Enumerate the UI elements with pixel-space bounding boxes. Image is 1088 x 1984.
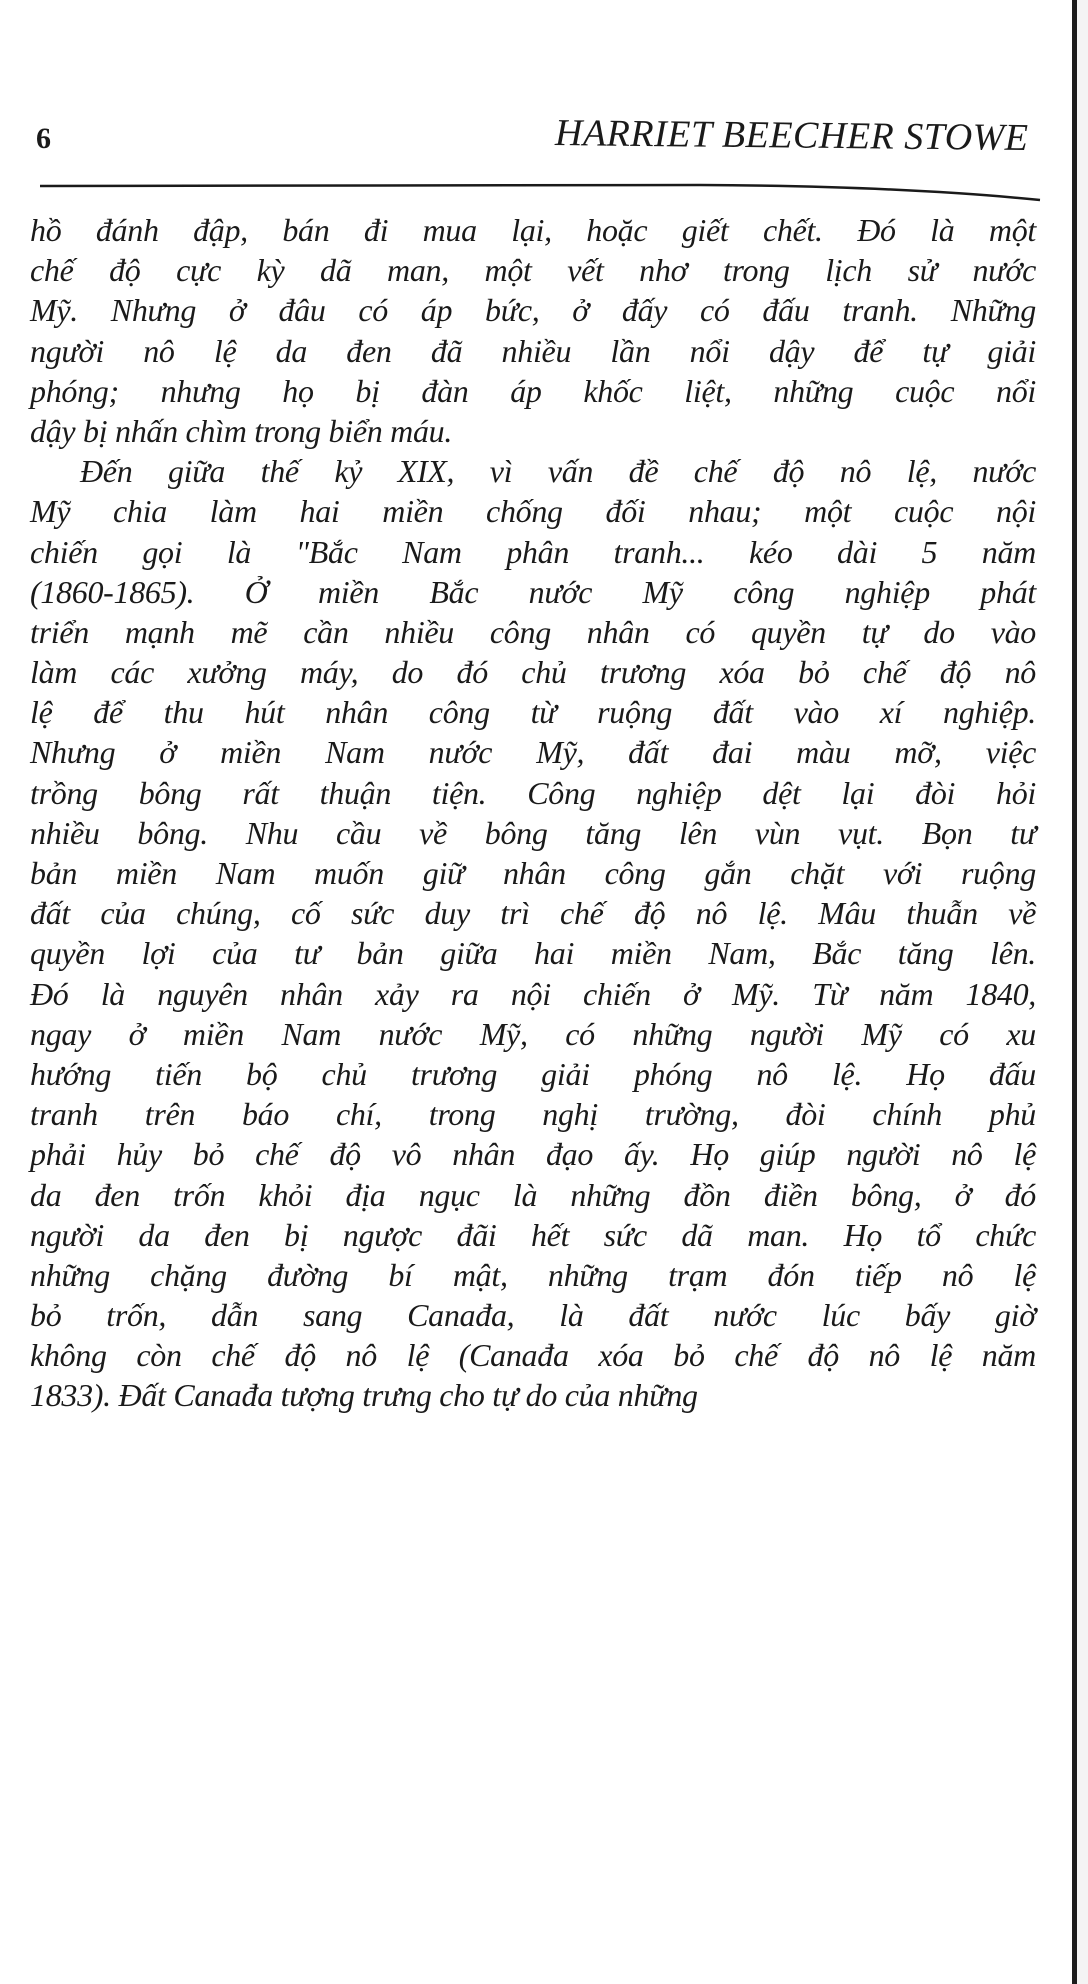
text-line: 1833). Đất Canađa tượng trưng cho tự do của những <box>30 1377 698 1414</box>
text-line: những chặng đường bí mật, những trạm đón tiếp nô lệ <box>30 1256 1036 1293</box>
text-line: quyền lợi của tư bản giữa hai miền Nam, Bắc tăng lên. <box>30 935 1036 972</box>
page-number: 6 <box>36 122 51 155</box>
text-line: nhiều bông. Nhu cầu về bông tăng lên vùn vụt. Bọn tư <box>30 814 1036 851</box>
text-line: chế độ cực kỳ dã man, một vết nhơ trong lịch sử nước <box>30 252 1036 289</box>
text-line: không còn chế độ nô lệ (Canađa xóa bỏ chế độ nô lệ năm <box>30 1337 1036 1374</box>
text-line: tranh trên báo chí, trong nghị trường, đòi chính phủ <box>30 1096 1036 1133</box>
text-line: hồ đánh đập, bán đi mua lại, hoặc giết chết. Đó là một <box>30 212 1036 248</box>
text-line: chiến gọi là "Bắc Nam phân tranh... kéo dài 5 năm <box>30 533 1036 570</box>
page-edge-shadow <box>1077 0 1088 1984</box>
text-line: Đó là nguyên nhân xảy ra nội chiến ở Mỹ. Từ năm 1840, <box>30 975 1036 1012</box>
text-line: bản miền Nam muốn giữ nhân công gắn chặt với ruộng <box>30 855 1036 891</box>
text-line: Đến giữa thế kỷ XIX, vì vấn đề chế độ nô lệ, nước <box>80 453 1036 490</box>
running-title: HARRIET BEECHER STOWE <box>554 112 1029 159</box>
text-line: lệ để thu hút nhân công từ ruộng đất vào xí nghiệp. <box>30 694 1036 731</box>
text-line: người nô lệ da đen đã nhiều lần nổi dậy để tự giải <box>30 332 1036 369</box>
text-line: bỏ trốn, dẫn sang Canađa, là đất nước lúc bấy giờ <box>30 1297 1036 1334</box>
text-line: trồng bông rất thuận tiện. Công nghiệp dệt lại đòi hỏi <box>30 774 1036 811</box>
text-line: Mỹ chia làm hai miền chống đối nhau; một cuộc nội <box>30 493 1036 530</box>
text-line: Mỹ. Nhưng ở đâu có áp bức, ở đấy có đấu tranh. Những <box>30 292 1036 329</box>
text-line: làm các xưởng máy, do đó chủ trương xóa bỏ chế độ nô <box>30 654 1036 691</box>
book-spine-edge <box>1072 0 1077 1984</box>
text-line: Nhưng ở miền Nam nước Mỹ, đất đai màu mỡ, việc <box>30 734 1036 771</box>
text-line: da đen trốn khỏi địa ngục là những đồn điền bông, ở đó <box>30 1176 1036 1213</box>
text-line: (1860-1865). Ở miền Bắc nước Mỹ công nghiệp phát <box>30 573 1036 610</box>
body-text <box>30 210 1036 1416</box>
text-line: phải hủy bỏ chế độ vô nhân đạo ấy. Họ giúp người nô lệ <box>30 1136 1036 1173</box>
text-line: triển mạnh mẽ cần nhiều công nhân có quyền tự do vào <box>30 613 1036 650</box>
text-line: hướng tiến bộ chủ trương giải phóng nô lệ. Họ đấu <box>30 1055 1036 1092</box>
header-rule <box>0 170 1060 210</box>
text-line: dậy bị nhấn chìm trong biển máu. <box>30 412 453 449</box>
text-line: ngay ở miền Nam nước Mỹ, có những người Mỹ có xu <box>30 1015 1036 1052</box>
text-line: người da đen bị ngược đãi hết sức dã man. Họ tổ chức <box>30 1216 1036 1253</box>
text-line: đất của chúng, cố sức duy trì chế độ nô lệ. Mâu thuẫn về <box>30 895 1036 932</box>
text-line: phóng; nhưng họ bị đàn áp khốc liệt, những cuộc nổi <box>30 372 1036 409</box>
